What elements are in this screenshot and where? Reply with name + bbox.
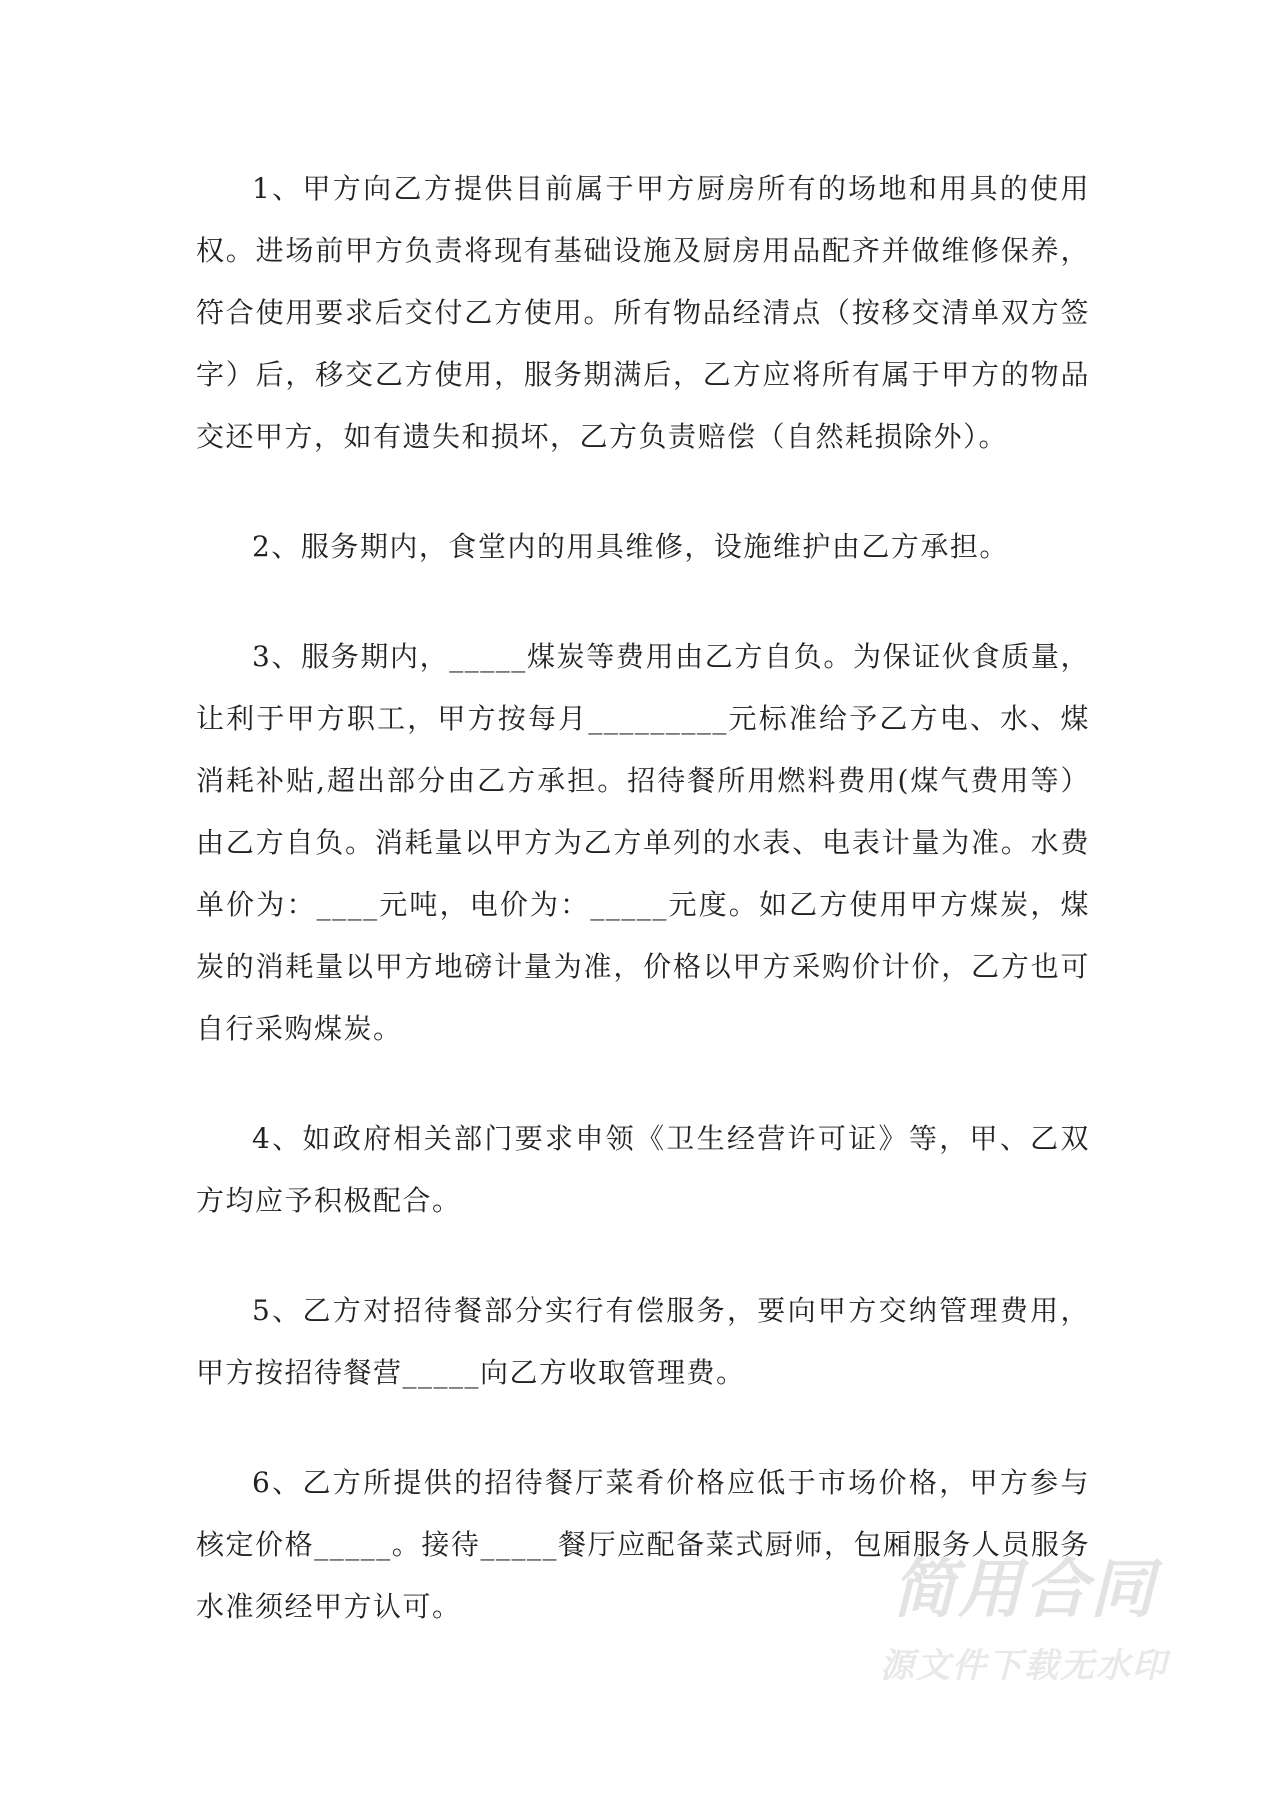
clause-1: 1、甲方向乙方提供目前属于甲方厨房所有的场地和用具的使用权。进场前甲方负责将现有基础设施及厨房用品配齐并做维修保养，符合使用要求后交付乙方使用。所有物品经清点（按移交清单双方签字）后，移交乙方使用，服务期满后，乙方应将所有属于甲方的物品交还甲方，如有遗失和损坏，乙方负责赔偿（自然耗损除外）。 <box>196 172 1090 453</box>
clause-5: 5、乙方对招待餐部分实行有偿服务，要向甲方交纳管理费用，甲方按招待餐营_____向乙方收取管理费。 <box>196 1294 1090 1389</box>
clause-4: 4、如政府相关部门要求申领《卫生经营许可证》等，甲、乙双方均应予积极配合。 <box>196 1122 1090 1217</box>
document-body <box>196 158 1090 1686</box>
watermark-title: 简用合同 <box>892 1553 1156 1627</box>
clause-2: 2、服务期内，食堂内的用具维修，设施维护由乙方承担。 <box>252 530 1009 563</box>
watermark-subtitle: 源文件下载无水印 <box>880 1646 1168 1686</box>
clause-6: 6、乙方所提供的招待餐厅菜肴价格应低于市场价格，甲方参与核定价格_____。接待_____餐厅应配备菜式厨师，包厢服务人员服务水准须经甲方认可。 <box>196 1466 1090 1623</box>
clause-3: 3、服务期内，_____煤炭等费用由乙方自负。为保证伙食质量，让利于甲方职工，甲方按每月_________元标准给予乙方电、水、煤消耗补贴,超出部分由乙方承担。招待餐所用燃料费用(煤气费用等）由乙方自负。消耗量以甲方为乙方单列的水表、电表计量为准。水费单价为：____元吨，电价为：_____元度。如乙方使用甲方煤炭，煤炭的消耗量以甲方地磅计量为准，价格以甲方采购价计价，乙方也可自行采购煤炭。 <box>196 640 1090 1045</box>
